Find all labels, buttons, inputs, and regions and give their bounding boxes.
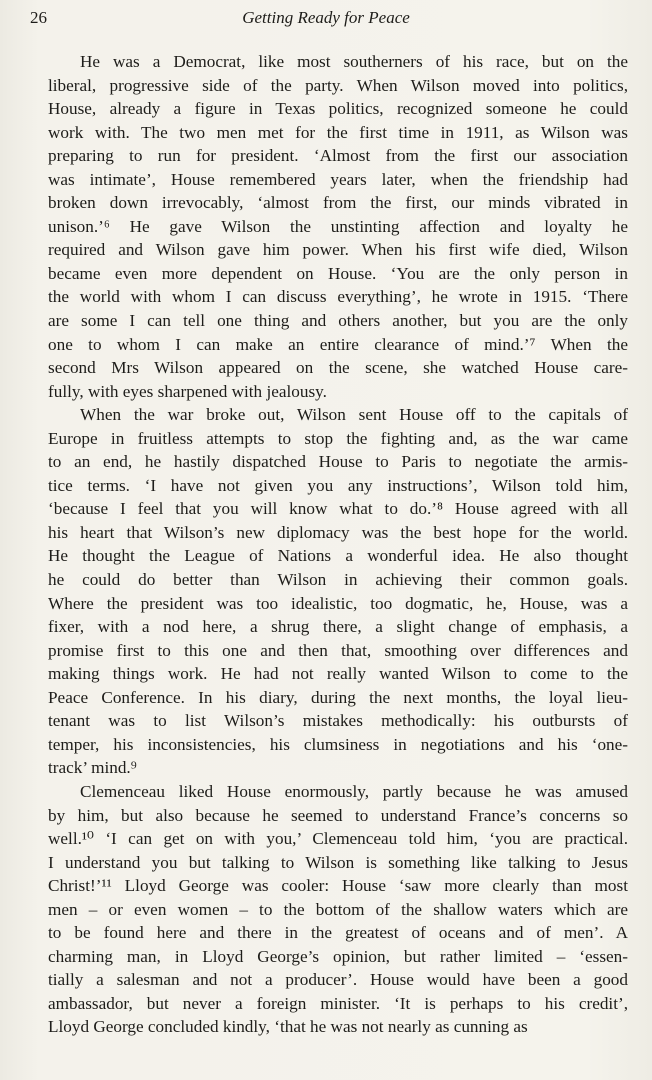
text-line: unison.’⁶ He gave Wilson the unstinting affection and loyalty he (48, 216, 628, 236)
text-line: second Mrs Wilson appeared on the scene, she watched House care- (48, 358, 628, 378)
text-line: one to whom I can make an entire clearance of mind.’⁷ When the (48, 334, 628, 354)
text-line: Christ!’¹¹ Lloyd George was cooler: House ‘saw more clearly than most (48, 876, 628, 896)
text-line: his heart that Wilson’s new diplomacy was the best hope for the world. (48, 522, 628, 542)
text-line: ambassador, but never a foreign minister. ‘It is perhaps to his credit’, (48, 993, 628, 1013)
text-line: was intimate’, House remembered years later, when the friendship had (48, 169, 628, 189)
page-number: 26 (30, 8, 47, 27)
text-line: When the war broke out, Wilson sent House off to the capitals of (80, 405, 628, 425)
text-line: Peace Conference. In his diary, during the next months, the loyal lieu- (48, 687, 628, 707)
text-line: fixer, with a nod here, a shrug there, a slight change of emphasis, a (48, 617, 628, 637)
text-line: temper, his inconsistencies, his clumsiness in negotiations and his ‘one- (48, 734, 628, 754)
text-line: liberal, progressive side of the party. When Wilson moved into politics, (48, 75, 628, 95)
page-header (30, 8, 622, 32)
paragraph (48, 403, 628, 780)
text-line: I understand you but talking to Wilson is something like talking to Jesus (48, 852, 628, 872)
text-line: promise first to this one and then that, smoothing over differences and (48, 640, 628, 660)
paragraph (48, 780, 628, 1039)
text-line: he could do better than Wilson in achieving their common goals. (48, 570, 628, 590)
paragraph (48, 50, 628, 403)
text-line: are some I can tell one thing and others another, but you are the only (48, 311, 628, 331)
text-line: by him, but also because he seemed to understand France’s concerns so (48, 805, 628, 825)
text-line: men – or even women – to the bottom of the shallow waters which are (48, 899, 628, 919)
text-line: the world with whom I can discuss everything’, he wrote in 1915. ‘There (48, 287, 628, 307)
running-head: Getting Ready for Peace (242, 8, 410, 27)
text-line: became even more dependent on House. ‘You are the only person in (48, 263, 628, 283)
text-line: to an end, he hastily dispatched House to Paris to negotiate the armis- (48, 452, 628, 472)
text-line: required and Wilson gave him power. When his first wife died, Wilson (48, 240, 628, 260)
text-line: well.¹⁰ ‘I can get on with you,’ Clemenceau told him, ‘you are practical. (48, 829, 628, 849)
text-line: track’ mind.⁹ (48, 758, 137, 778)
text-line: tice terms. ‘I have not given you any instructions’, Wilson told him, (48, 475, 628, 495)
text-line: Europe in fruitless attempts to stop the fighting and, as the war came (48, 428, 628, 448)
text-line: preparing to run for president. ‘Almost from the first our association (48, 146, 628, 166)
text-line: fully, with eyes sharpened with jealousy. (48, 381, 327, 401)
text-line: House, already a figure in Texas politics, recognized someone he could (48, 99, 628, 119)
text-line: Lloyd George concluded kindly, ‘that he was not nearly as cunning as (48, 1017, 528, 1037)
text-line: He was a Democrat, like most southerners of his race, but on the (80, 52, 628, 71)
text-line: tially a salesman and not a producer’. House would have been a good (48, 970, 628, 990)
text-line: work with. The two men met for the first time in 1911, as Wilson was (48, 122, 628, 142)
text-line: Clemenceau liked House enormously, partly because he was amused (80, 781, 628, 801)
text-line: broken down irrevocably, ‘almost from the first, our minds vibrated in (48, 193, 628, 213)
text-line: charming man, in Lloyd George’s opinion, but rather limited – ‘essen- (48, 946, 628, 966)
text-line: Where the president was too idealistic, too dogmatic, he, House, was a (48, 593, 628, 613)
text-line: to be found here and there in the greatest of oceans and of men’. A (48, 923, 628, 943)
text-line: ‘because I feel that you will know what to do.’⁸ House agreed with all (48, 499, 628, 519)
body-text (48, 50, 628, 1039)
text-line: He thought the League of Nations a wonderful idea. He also thought (48, 546, 628, 566)
text-line: making things work. He had not really wanted Wilson to come to the (48, 664, 628, 684)
text-line: tenant was to list Wilson’s mistakes methodically: his outbursts of (48, 711, 628, 731)
